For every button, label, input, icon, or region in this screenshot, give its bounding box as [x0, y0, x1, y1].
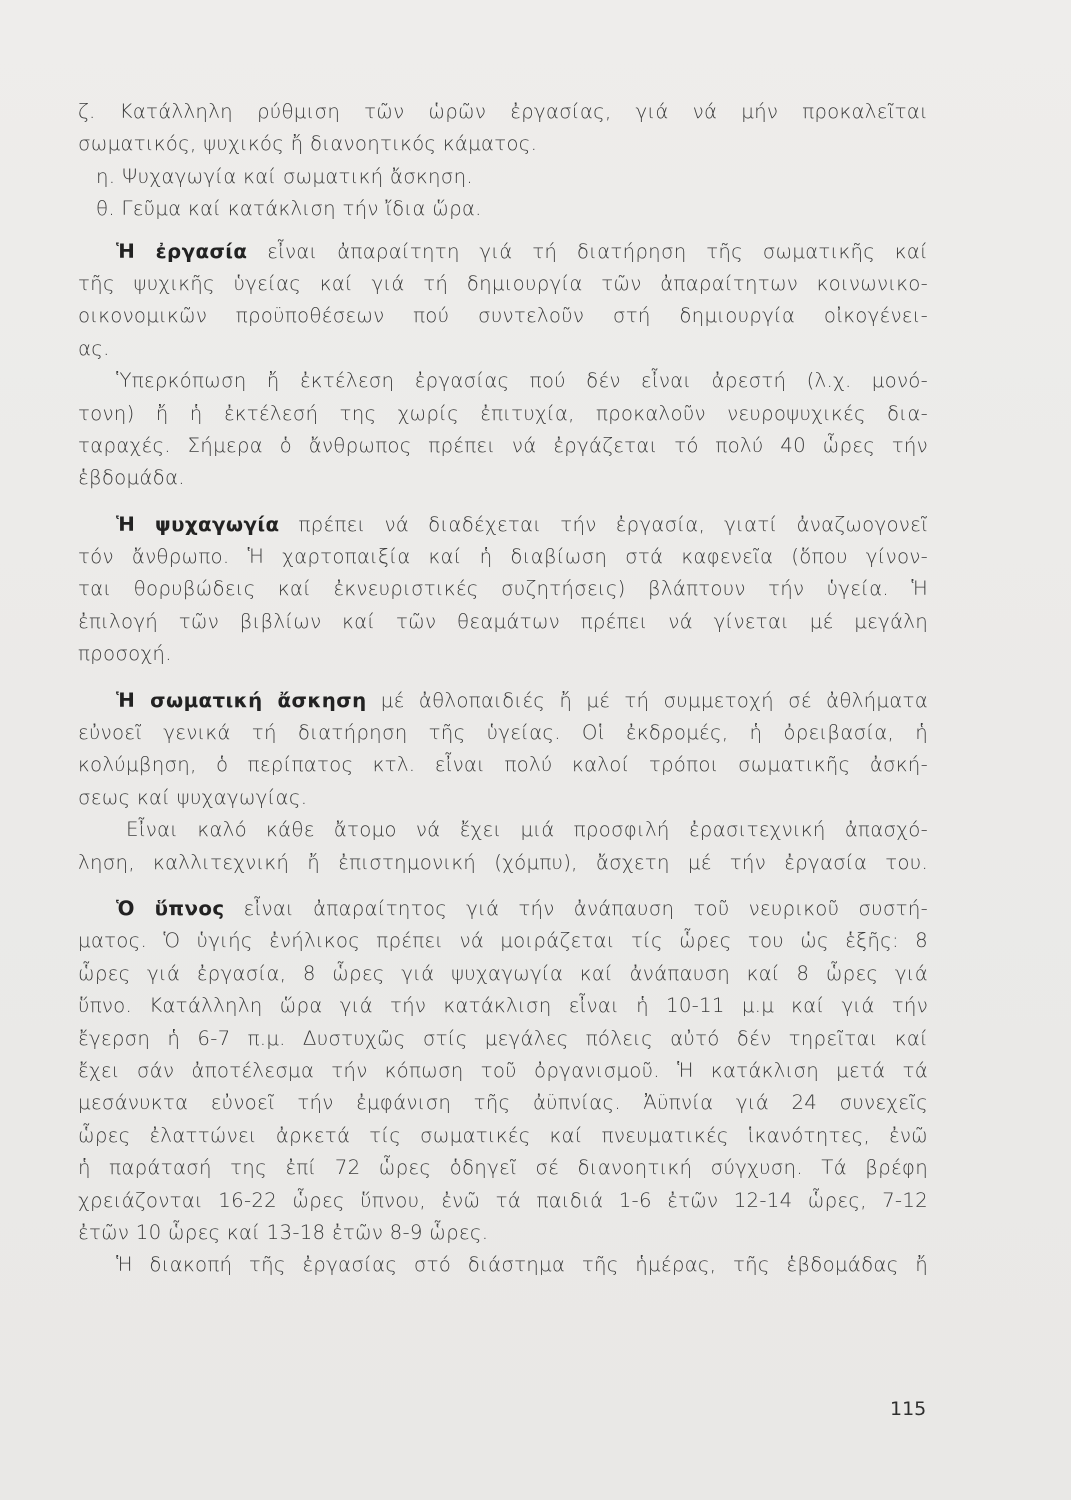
text-line: ἡ παράτασή της ἐπί 72 ὧρες ὁδηγεῖ σέ διανοητική σύγχυση. Τά βρέφη	[78, 1156, 928, 1180]
text-line: Ἡ ἐργασία εἶναι ἀπαραίτητη γιά τή διατήρηση τῆς σωματικῆς καί	[116, 239, 929, 263]
text-line: ζ. Κατάλληλη ρύθμιση τῶν ὡρῶν ἐργασίας, γιά νά μήν προκαλεῖται	[78, 100, 928, 123]
text-line: οικονομικῶν προϋποθέσεων πού συντελοῦν στή δημιουργία οἰκογένει-	[78, 304, 928, 328]
text-line: τόν ἄνθρωπο. Ἡ χαρτοπαιξία καί ἡ διαβίωση στά καφενεῖα (ὅπου γίνον-	[78, 545, 928, 569]
text-line: Ὑπερκόπωση ἤ ἐκτέλεση ἐργασίας πού δέν εἶναι ἀρεστή (λ.χ. μονό-	[116, 369, 928, 393]
text-line: τονη) ἤ ἡ ἐκτέλεσή της χωρίς ἐπιτυχία, προκαλοῦν νευροψυχικές δια-	[78, 401, 928, 425]
text-line: ἔγερση ἡ 6-7 π.μ. Δυστυχῶς στίς μεγάλες πόλεις αὐτό δέν τηρεῖται καί	[78, 1026, 928, 1050]
text-line: θ. Γεῦμα καί κατάκλιση τήν ἴδια ὥρα.	[96, 197, 482, 221]
text-line: εὐνοεῖ γενικά τή διατήρηση τῆς ὑγείας. Οἱ ἐκδρομές, ἡ ὀρειβασία, ἡ	[78, 721, 928, 745]
text-line: Ἡ διακοπή τῆς ἐργασίας στό διάστημα τῆς ἡμέρας, τῆς ἑβδομάδας ἤ	[116, 1253, 928, 1277]
text-line: ἐτῶν 10 ὧρες καί 13-18 ἐτῶν 8-9 ὧρες.	[78, 1220, 489, 1244]
text-line: η. Ψυχαγωγία καί σωματική ἄσκηση.	[96, 164, 473, 188]
text-line: σωματικός, ψυχικός ἤ διανοητικός κάματος.	[78, 132, 538, 156]
text-line: ὧρες γιά ἐργασία, 8 ὧρες γιά ψυχαγωγία καί ἀνάπαυση καί 8 ὧρες γιά	[78, 961, 928, 985]
text-line: χρειάζονται 16-22 ὧρες ὕπνου, ἐνῶ τά παιδιά 1-6 ἐτῶν 12-14 ὧρες, 7-12	[78, 1188, 928, 1212]
text-line: Ἡ σωματική ἄσκηση μέ ἀθλοπαιδιές ἤ μέ τή συμμετοχή σέ ἀθλήματα	[116, 688, 928, 712]
text-line: ἐπιλογή τῶν βιβλίων καί τῶν θεαμάτων πρέπει νά γίνεται μέ μεγάλη	[78, 609, 928, 633]
text-line: μεσάνυκτα εὐνοεῖ τήν ἐμφάνιση τῆς ἀϋπνίας. Ἀϋπνία γιά 24 συνεχεῖς	[78, 1091, 928, 1115]
page-number: 115	[890, 1398, 927, 1420]
text-line: ὧρες ἐλαττώνει ἀρκετά τίς σωματικές καί πνευματικές ἱκανότητες, ἐνῶ	[78, 1123, 928, 1147]
text-line: Εἶναι καλό κάθε ἄτομο νά ἔχει μιά προσφιλή ἐρασιτεχνική ἀπασχό-	[126, 818, 928, 842]
text-line: ὕπνο. Κατάλληλη ὥρα γιά τήν κατάκλιση εἶναι ἡ 10-11 μ.μ καί γιά τήν	[78, 994, 928, 1018]
section-heading: Ὁ ὕπνος	[116, 896, 225, 920]
text-line: σεως καί ψυχαγωγίας.	[78, 785, 308, 809]
section-heading: Ἡ ψυχαγωγία	[116, 512, 280, 536]
text-line: κολύμβηση, ὁ περίπατος κτλ. εἶναι πολύ καλοί τρόποι σωματικῆς ἀσκή-	[78, 753, 928, 777]
section-heading: Ἡ ἐργασία	[116, 239, 248, 263]
text-line: τῆς ψυχικῆς ὑγείας καί γιά τή δημιουργία τῶν ἀπαραίτητων κοινωνικο-	[78, 271, 928, 295]
text-line: Ὁ ὕπνος εἶναι ἀπαραίτητος γιά τήν ἀνάπαυση τοῦ νευρικοῦ συστή-	[116, 896, 928, 920]
text-line: ἔχει σάν ἀποτέλεσμα τήν κόπωση τοῦ ὀργανισμοῦ. Ἡ κατάκλιση μετά τά	[78, 1058, 928, 1082]
text-line: Ἡ ψυχαγωγία πρέπει νά διαδέχεται τήν ἐργασία, γιατί ἀναζωογονεῖ	[116, 512, 928, 536]
body-text	[78, 96, 928, 1282]
text-line: ληση, καλλιτεχνική ἤ ἐπιστημονική (χόμπυ), ἄσχετη μέ τήν ἐργασία του.	[78, 850, 928, 874]
text-line: προσοχή.	[78, 642, 172, 666]
text-line: ματος. Ὁ ὑγιής ἐνήλικος πρέπει νά μοιράζεται τίς ὧρες του ὡς ἑξῆς: 8	[78, 929, 928, 953]
section-heading: Ἡ σωματική ἄσκηση	[116, 688, 367, 712]
text-line: ταραχές. Σήμερα ὁ ἄνθρωπος πρέπει νά ἐργάζεται τό πολύ 40 ὧρες τήν	[78, 433, 928, 457]
text-line: ἑβδομάδα.	[78, 466, 185, 490]
text-line: ται θορυβώδεις καί ἐκνευριστικές συζητήσεις) βλάπτουν τήν ὑγεία. Ἡ	[78, 577, 928, 601]
text-line: ας.	[78, 336, 110, 360]
